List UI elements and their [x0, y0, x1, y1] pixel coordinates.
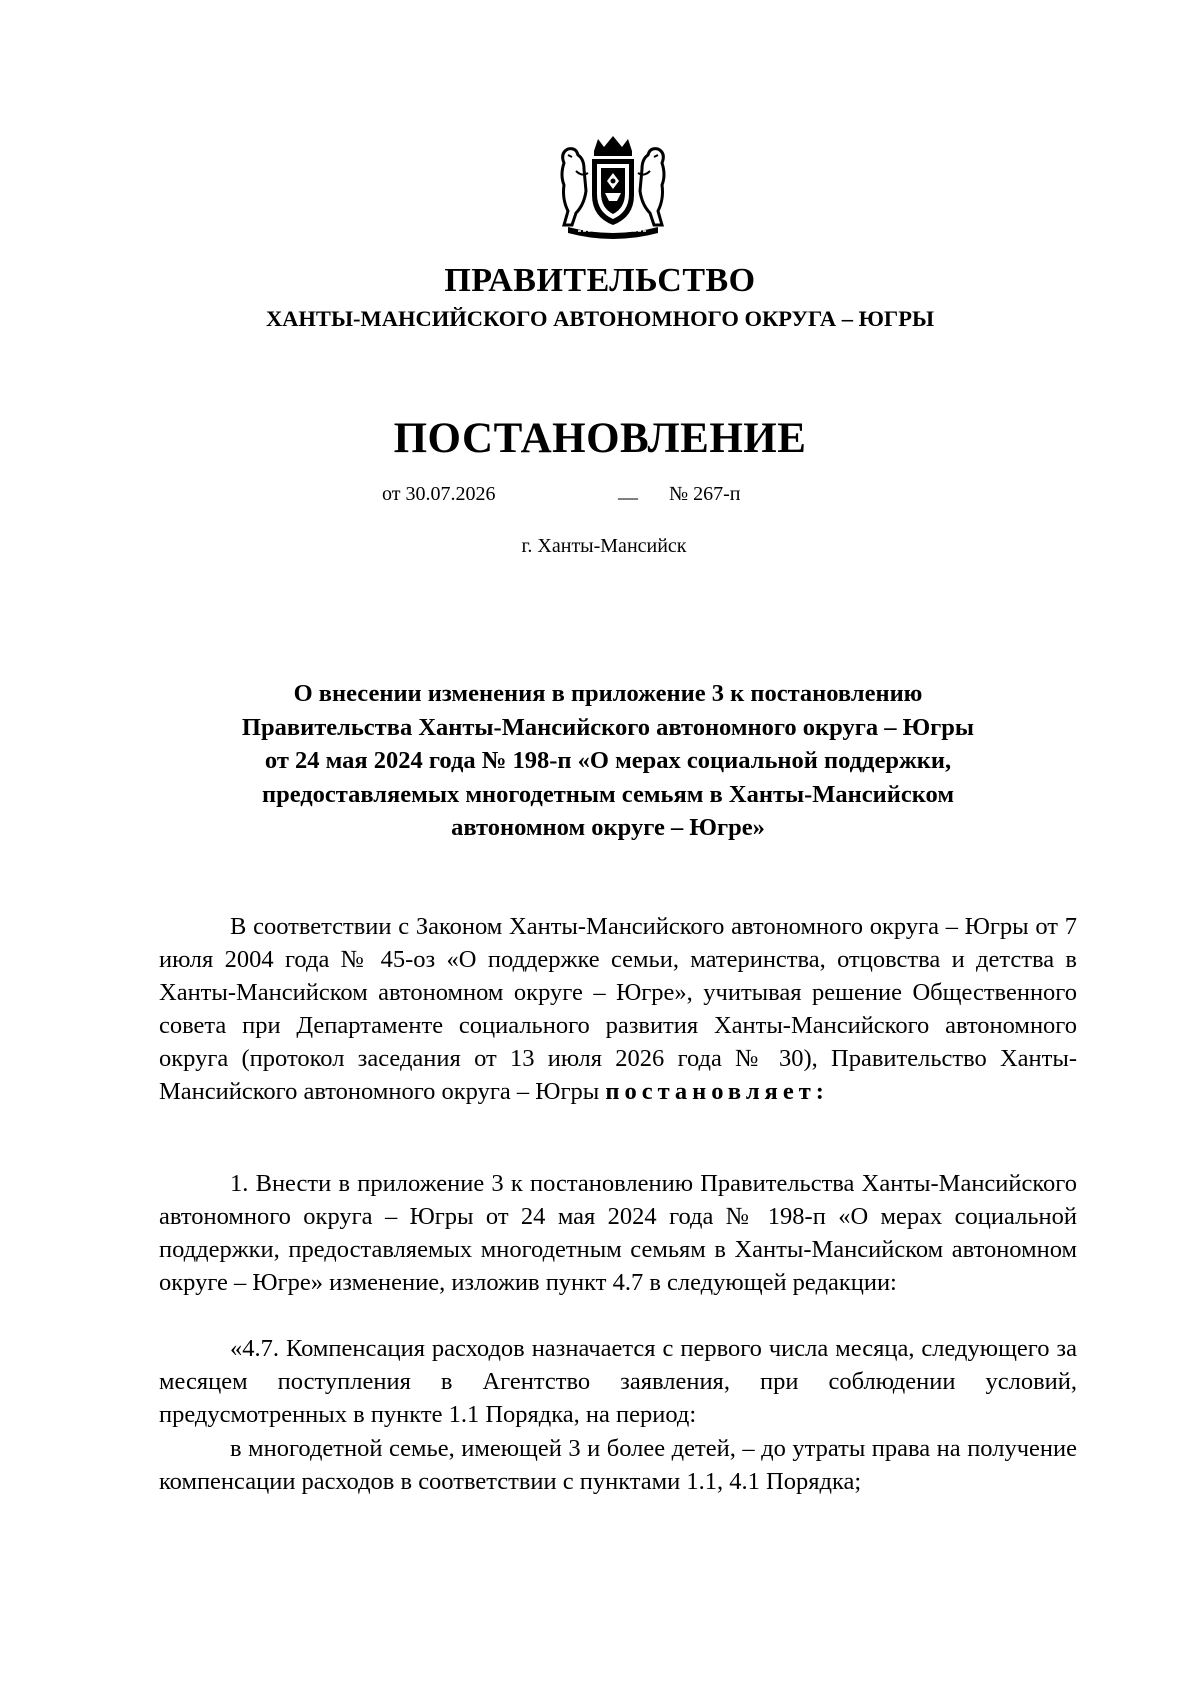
item-1-quote-text: «4.7. Компенсация расходов назначается с первого числа месяца, следующего за месяцем поступления в Агентство заявления, при соблюдении условий, предусмотренных в пункте 1.1 Порядка, на период:: [159, 1335, 1077, 1428]
item-1-sub-paragraph: [159, 1432, 1077, 1498]
subject-line: Правительства Ханты-Мансийского автономного округа – Югры: [241, 713, 975, 741]
government-title: ПРАВИТЕЛЬСТВО: [444, 262, 756, 299]
document-type: ПОСТАНОВЛЕНИЕ: [393, 415, 807, 462]
region-title: ХАНТЫ-МАНСИЙСКОГО АВТОНОМНОГО ОКРУГА – ЮГРЫ: [265, 306, 935, 331]
subject-line: автономном округе – Югре»: [451, 814, 765, 841]
coat-of-arms-icon: [554, 133, 672, 245]
preamble-text: В соответствии с Законом Ханты-Мансийского автономного округа – Югры от 7 июля 2004 года № 45-оз «О поддержке семьи, материнства, отцовства и детства в Ханты-Мансийском автономном округе – Югре», учитывая решение Общественного совета при Департаменте социального развития Ханты-Мансийского автономного округа (протокол заседания от 13 июля 2026 года № 30), Правительство Ханты-Мансийского автономного округа – Югры: [159, 913, 1077, 1105]
preamble-paragraph: [159, 910, 1077, 1108]
document-city: г. Ханты-Мансийск: [521, 535, 687, 557]
decree-word: постановляет:: [605, 1078, 829, 1105]
document-date: от 30.07.2026: [382, 483, 496, 505]
item-1-paragraph: [159, 1167, 1077, 1299]
item-1-sub-text: в многодетной семье, имеющей 3 и более детей, – до утраты права на получение компенсации расходов в соответствии с пунктами 1.1, 4.1 Порядка;: [159, 1435, 1077, 1495]
document-number: № 267-п: [669, 483, 741, 505]
subject-line: от 24 мая 2024 года № 198-п «О мерах социальной поддержки,: [264, 747, 952, 774]
document-blank: __: [618, 480, 638, 502]
document-subject: [170, 677, 1046, 845]
subject-line: О внесении изменения в приложение 3 к постановлению: [293, 680, 923, 707]
subject-line: предоставляемых многодетным семьям в Ханты-Мансийском: [261, 780, 955, 808]
item-1-text: 1. Внести в приложение 3 к постановлению Правительства Ханты-Мансийского автономного округа – Югры от 24 мая 2024 года № 198-п «О мерах социальной поддержки, предоставляемых многодетным семьям в Ханты-Мансийском автономном округе – Югре» изменение, изложив пункт 4.7 в следующей редакции:: [159, 1170, 1077, 1296]
item-1-quote-paragraph: [159, 1332, 1077, 1431]
